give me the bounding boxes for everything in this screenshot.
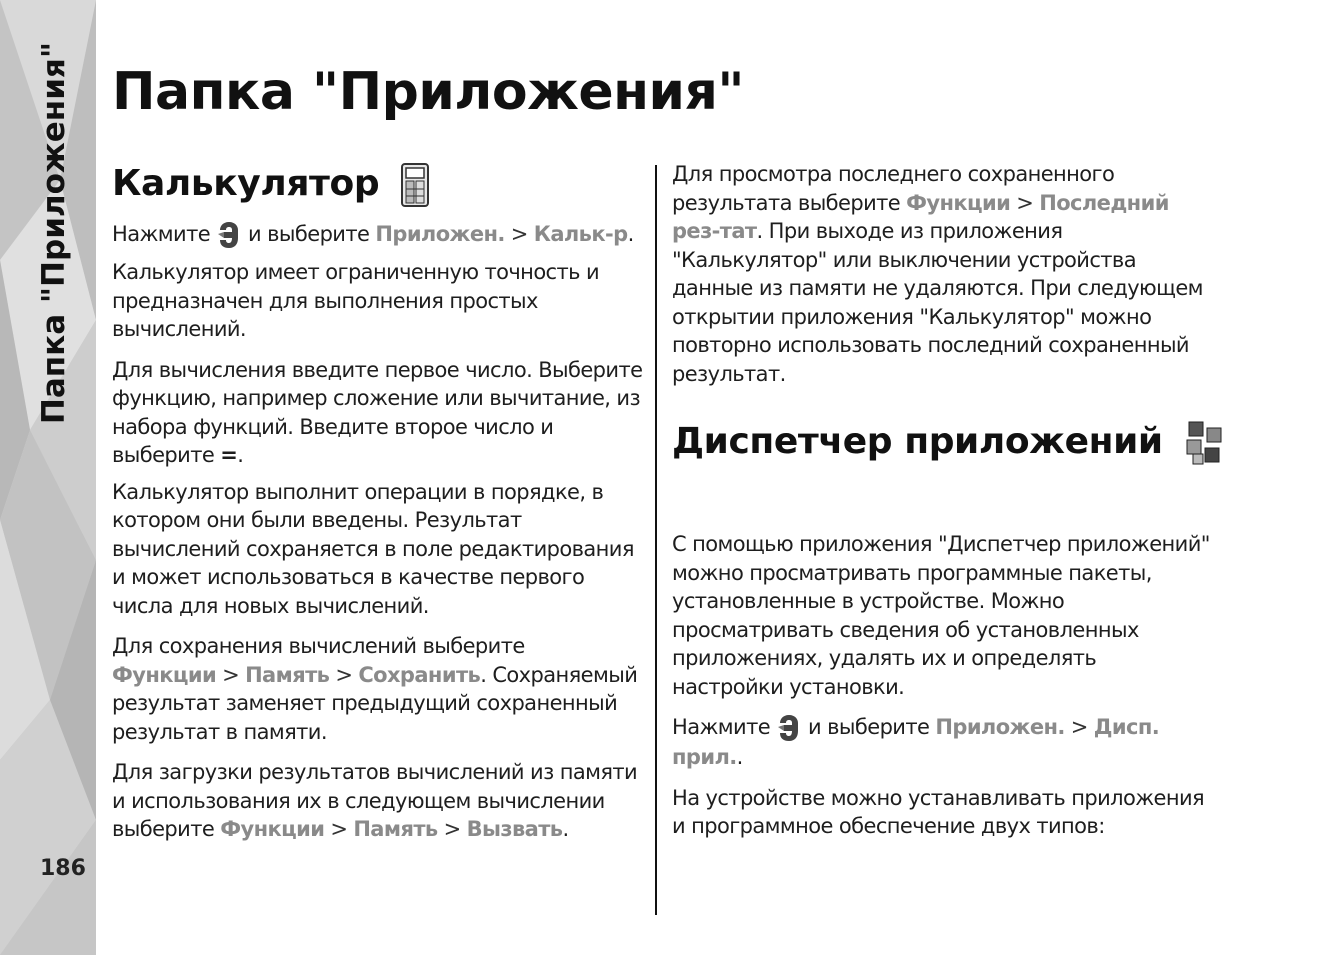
app-types-paragraph: На устройстве можно устанавливать приложения и программное обеспечение двух типов: (672, 785, 1205, 838)
punct: . (237, 443, 244, 467)
sidebar-title-text: Папка "Приложения" (36, 42, 72, 425)
calculator-icon (401, 163, 429, 207)
separator: > (1016, 190, 1034, 215)
calculator-input-paragraph (112, 356, 644, 470)
calculator-open-instructions (112, 220, 644, 250)
left-column (112, 160, 644, 852)
page-number: 186 (40, 856, 86, 881)
menu-memory-link[interactable]: Память (245, 662, 330, 687)
separator: > (1070, 715, 1088, 739)
text-recall-intro: Для загрузки результатов вычислений из памяти и использования их в следующем вычислении выберите (112, 760, 638, 841)
text-last-intro: Для просмотра последнего сохраненного результата выберите (672, 162, 1115, 215)
menu-app-manager-link[interactable]: Дисп. прил. (672, 715, 1160, 769)
menu-key-icon (776, 713, 802, 743)
text-press: Нажмите (112, 222, 211, 246)
punct: . (562, 817, 569, 841)
punct: . (627, 222, 634, 246)
app-manager-open-instructions (672, 713, 1212, 772)
separator: > (335, 662, 353, 687)
calculator-order-paragraph: Калькулятор выполнит операции в порядке, в котором они были введены. Результат вычислений сохраняется в поле редактирования и может использоваться в качестве первого числа для новых вычислений. (112, 479, 634, 618)
right-column (672, 160, 1212, 849)
menu-calc-link[interactable]: Кальк-р (533, 222, 628, 246)
menu-recall-link[interactable]: Вызвать (466, 817, 563, 841)
text-save-intro: Для сохранения вычислений выберите (112, 634, 525, 658)
separator: > (443, 817, 461, 841)
text-press: Нажмите (672, 715, 771, 739)
calculator-last-result-paragraph (672, 160, 1212, 388)
app-manager-heading (672, 418, 1212, 466)
app-manager-heading-text: Диспетчер приложений (672, 421, 1163, 462)
app-manager-intro-paragraph: С помощью приложения "Диспетчер приложений" можно просматривать программные пакеты, установленные в устройстве. Можно просматривать сведения об установленных приложениях, удалять их и определять настройки установки. (672, 532, 1210, 699)
menu-memory-link[interactable]: Память (353, 817, 438, 841)
calculator-save-paragraph (112, 632, 644, 746)
sidebar-vertical-title (36, 42, 80, 425)
separator: > (330, 817, 348, 841)
menu-functions-link[interactable]: Функции (906, 190, 1011, 215)
menu-functions-link[interactable]: Функции (220, 817, 325, 841)
column-divider (655, 165, 657, 915)
equals-key: = (220, 443, 238, 467)
punct: . (736, 745, 743, 769)
text-save-outro: . Сохраняемый результат заменяет предыдущий сохраненный результат в памяти. (112, 662, 638, 744)
text-and-select: и выберите (248, 222, 370, 246)
text-input-steps: Для вычисления введите первое число. Выберите функцию, например сложение или вычитание, из набора функций. Введите второе число и выберите (112, 357, 643, 467)
sidebar (0, 0, 96, 955)
calculator-heading-text: Калькулятор (112, 163, 380, 204)
calculator-heading (112, 160, 644, 208)
menu-last-result-link[interactable]: Последний рез-тат (672, 190, 1169, 243)
separator: > (510, 222, 528, 246)
menu-apps-link[interactable]: Приложен. (935, 715, 1065, 739)
menu-functions-link[interactable]: Функции (112, 662, 217, 687)
text-last-outro: . При выходе из приложения "Калькулятор" или выключении устройства данные из памяти не удаляются. При следующем открытии приложения "Калькулятор" можно повторно использовать последний сохраненный результат. (672, 219, 1203, 386)
calculator-recall-paragraph (112, 758, 644, 844)
text-and-select: и выберите (808, 715, 930, 739)
separator: > (222, 662, 240, 687)
calculator-precision-paragraph: Калькулятор имеет ограниченную точность и предназначен для выполнения простых вычислений. (112, 260, 600, 341)
menu-save-link[interactable]: Сохранить (358, 662, 481, 687)
menu-key-icon (216, 220, 242, 250)
page-title: Папка "Приложения" (112, 62, 744, 122)
menu-apps-link[interactable]: Приложен. (375, 222, 505, 246)
app-manager-icon (1185, 420, 1225, 466)
